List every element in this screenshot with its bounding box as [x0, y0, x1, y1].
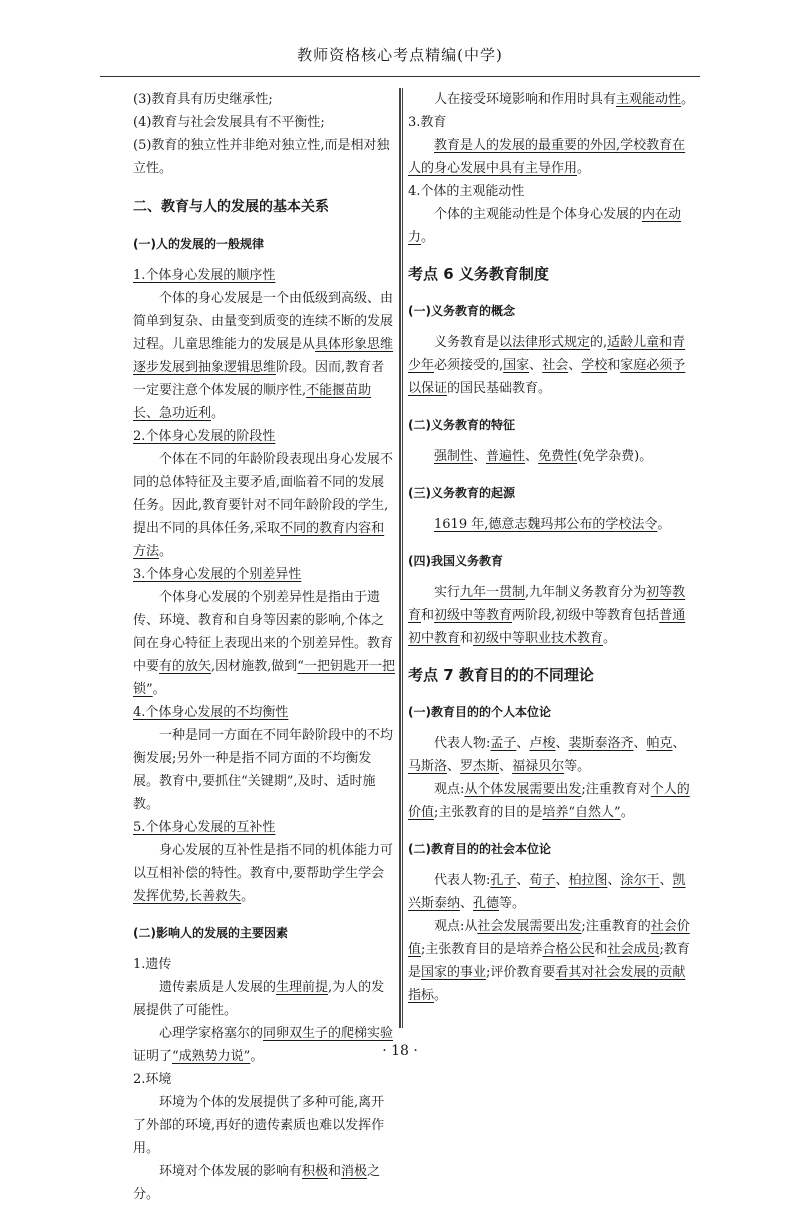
- paragraph: 教育是人的发展的最重要的外因,学校教育在人的身心发展中具有主导作用。: [408, 138, 686, 176]
- paragraph: 观点:从个体发展需要出发;注重教育对个人的价值;主张教育的目的是培养“自然人”。: [408, 782, 690, 820]
- paragraph: 环境为个体的发展提供了多种可能,离开了外部的环境,再好的遗传素质也难以发挥作用。: [133, 1095, 385, 1156]
- kaodian-heading: 考点 6 义务教育制度: [408, 265, 549, 283]
- subsection-heading: (三)义务教育的起源: [408, 486, 515, 500]
- paragraph: 强制性、普遍性、免费性(免学杂费)。: [434, 449, 653, 464]
- subsection-heading: (二)教育目的的社会本位论: [408, 842, 551, 856]
- page-number: · 18 ·: [382, 1043, 418, 1059]
- right-column: [408, 88, 698, 1007]
- paragraph: 遗传素质是人发展的生理前提,为人的发展提供了可能性。: [133, 980, 385, 1018]
- list-item: (5)教育的独立性并非绝对独立性,而是相对独立性。: [133, 138, 390, 176]
- item-title: 2.环境: [133, 1072, 172, 1087]
- running-header: 教师资格核心考点精编(中学): [297, 46, 503, 64]
- item-title: 4.个体身心发展的不均衡性: [133, 705, 289, 720]
- section-heading: 二、教育与人的发展的基本关系: [133, 199, 329, 215]
- paragraph: 个体在不同的年龄阶段表现出身心发展不同的总体特征及主要矛盾,面临着不同的发展任务。因此,教育要针对不同年龄阶段的学生,提出不同的具体任务,采取不同的教育内容和方法。: [133, 452, 394, 559]
- paragraph: 代表人物:孟子、卢梭、裴斯泰洛齐、帕克、马斯洛、罗杰斯、福禄贝尔等。: [408, 736, 686, 774]
- list-item: (3)教育具有历史继承性;: [133, 92, 273, 107]
- subsection-heading: (一)教育目的的个人本位论: [408, 705, 551, 719]
- paragraph: 1619 年,德意志魏玛邦公布的学校法令。: [434, 517, 671, 532]
- paragraph: 代表人物:孔子、荀子、柏拉图、涂尔干、凯兴斯泰纳、孔德等。: [408, 873, 686, 911]
- paragraph: 环境对个体发展的影响有积极和消极之分。: [133, 1164, 381, 1202]
- left-column: [133, 88, 395, 1206]
- item-title: 3.个体身心发展的个别差异性: [133, 567, 302, 582]
- paragraph: 观点:从社会发展需要出发;注重教育的社会价值;主张教育目的是培养合格公民和社会成员;教育是国家的事业;评价教育要看其对社会发展的贡献指标。: [408, 919, 690, 1003]
- kaodian-heading: 考点 7 教育目的的不同理论: [408, 666, 594, 684]
- subsection-heading: (二)义务教育的特征: [408, 418, 515, 432]
- subsection-heading: (二)影响人的发展的主要因素: [133, 926, 288, 940]
- item-title: 1.遗传: [133, 957, 172, 972]
- item-title: 2.个体身心发展的阶段性: [133, 429, 276, 444]
- header-rule: [100, 76, 700, 77]
- paragraph: 个体身心发展的个别差异性是指由于遗传、环境、教育和自身等因素的影响,个体之间在身心特征上表现出来的个别差异性。教育中要有的放矢,因材施教,做到“一把钥匙开一把锁”。: [133, 590, 395, 697]
- paragraph: 个体的身心发展是一个由低级到高级、由简单到复杂、由量变到质变的连续不断的发展过程。儿童思维能力的发展是从具体形象思维逐步发展到抽象逻辑思维阶段。因而,教育者一定要注意个体发展的顺序性,不能揠苗助长、急功近利。: [133, 291, 394, 421]
- item-title: 1.个体身心发展的顺序性: [133, 268, 276, 283]
- subsection-heading: (一)义务教育的概念: [408, 304, 515, 318]
- item-title: 5.个体身心发展的互补性: [133, 820, 276, 835]
- paragraph: 人在接受环境影响和作用时具有主观能动性。: [434, 92, 695, 107]
- column-divider-thin: [402, 88, 403, 1028]
- paragraph: 心理学家格塞尔的同卵双生子的爬梯实验证明了“成熟势力说”。: [133, 1026, 394, 1064]
- paragraph: 义务教育是以法律形式规定的,适龄儿童和青少年必须接受的,国家、社会、学校和家庭必须予以保证的国民基础教育。: [408, 335, 686, 396]
- subsection-heading: (四)我国义务教育: [408, 554, 503, 568]
- paragraph: 一种是同一方面在不同年龄阶段中的不均衡发展;另外一种是指不同方面的不均衡发展。教育中,要抓住“关键期”,及时、适时施教。: [133, 728, 394, 812]
- item-title: 4.个体的主观能动性: [408, 184, 525, 199]
- paragraph: 实行九年一贯制,九年制义务教育分为初等教育和初级中等教育两阶段,初级中等教育包括普通初中教育和初级中等职业技术教育。: [408, 585, 686, 646]
- item-title: 3.教育: [408, 115, 447, 130]
- paragraph: 身心发展的互补性是指不同的机体能力可以互相补偿的特性。教育中,要帮助学生学会发挥优势,长善救失。: [133, 843, 394, 904]
- subsection-heading: (一)人的发展的一般规律: [133, 237, 264, 251]
- list-item: (4)教育与社会发展具有不平衡性;: [133, 115, 325, 130]
- column-divider: [399, 88, 401, 1028]
- paragraph: 个体的主观能动性是个体身心发展的内在动力。: [408, 207, 682, 245]
